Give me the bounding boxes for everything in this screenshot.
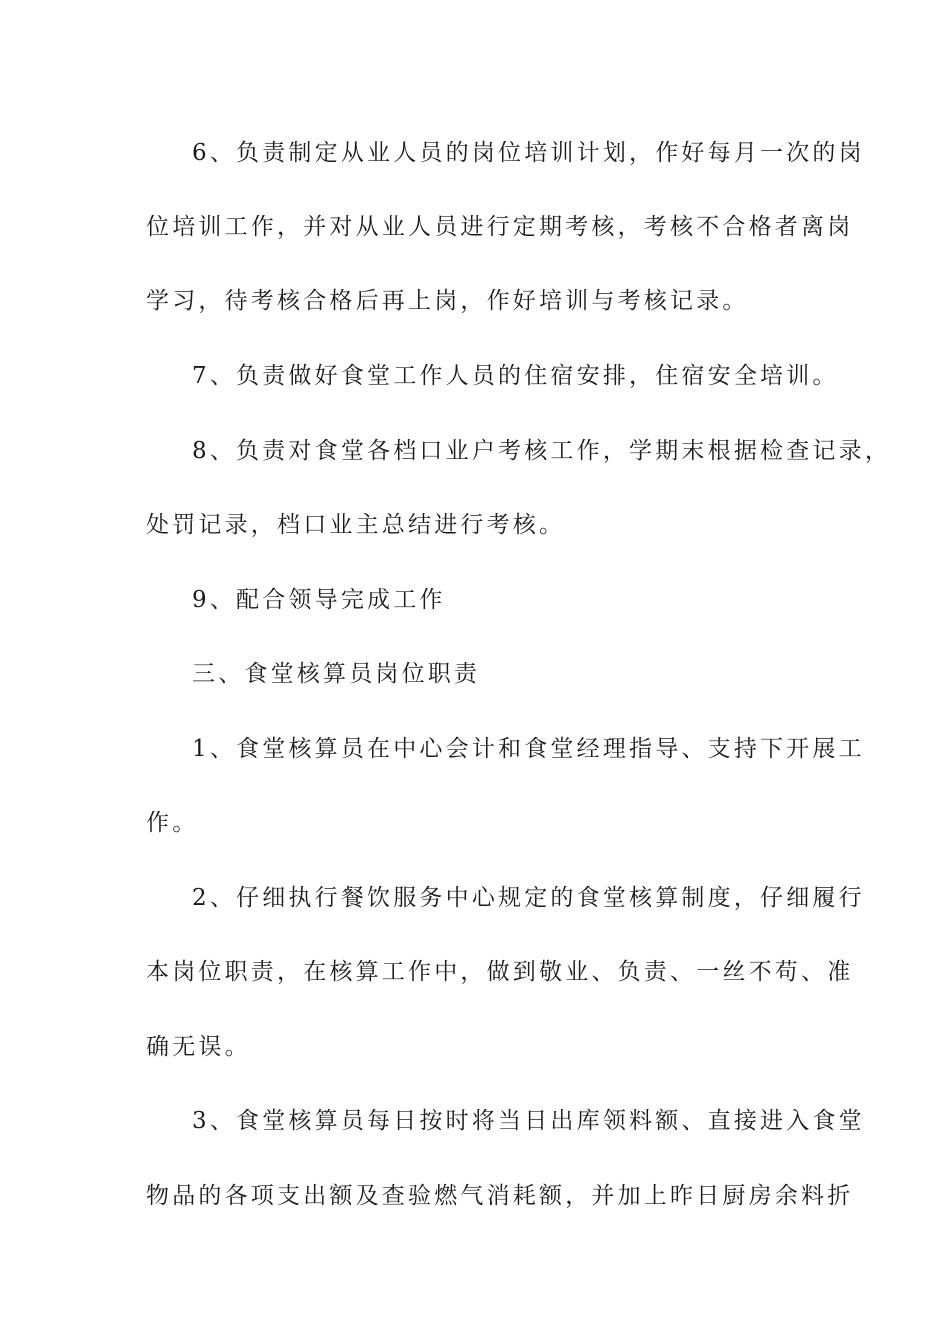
item-1-line-2: 作。: [146, 810, 199, 836]
item-1-line-1: 1、食堂核算员在中心会计和食堂经理指导、支持下开展工: [192, 736, 865, 762]
item-2-line-3: 确无误。: [146, 1034, 251, 1060]
item-2-line-2: 本岗位职责，在核算工作中，做到敬业、负责、一丝不苟、准: [146, 959, 854, 985]
paragraph-8-line-2: 处罚记录，档口业主总结进行考核。: [146, 512, 566, 538]
paragraph-6-line-1: 6、负责制定从业人员的岗位培训计划，作好每月一次的岗: [192, 140, 865, 166]
paragraph-9-line-1: 9、配合领导完成工作: [192, 587, 446, 613]
paragraph-6-line-2: 位培训工作，并对从业人员进行定期考核，考核不合格者离岗: [146, 214, 854, 240]
paragraph-6-line-3: 学习，待考核合格后再上岗，作好培训与考核记录。: [146, 288, 749, 314]
section-heading: 三、食堂核算员岗位职责: [192, 661, 481, 687]
item-2-line-1: 2、仔细执行餐饮服务中心规定的食堂核算制度，仔细履行: [192, 885, 865, 911]
item-3-line-2: 物品的各项支出额及查验燃气消耗额，并加上昨日厨房余料折: [146, 1183, 854, 1209]
paragraph-8-line-1: 8、负责对食堂各档口业户考核工作，学期末根据检查记录，: [192, 438, 892, 464]
item-3-line-1: 3、食堂核算员每日按时将当日出库领料额、直接进入食堂: [192, 1108, 865, 1134]
paragraph-7-line-1: 7、负责做好食堂工作人员的住宿安排，住宿安全培训。: [192, 363, 839, 389]
